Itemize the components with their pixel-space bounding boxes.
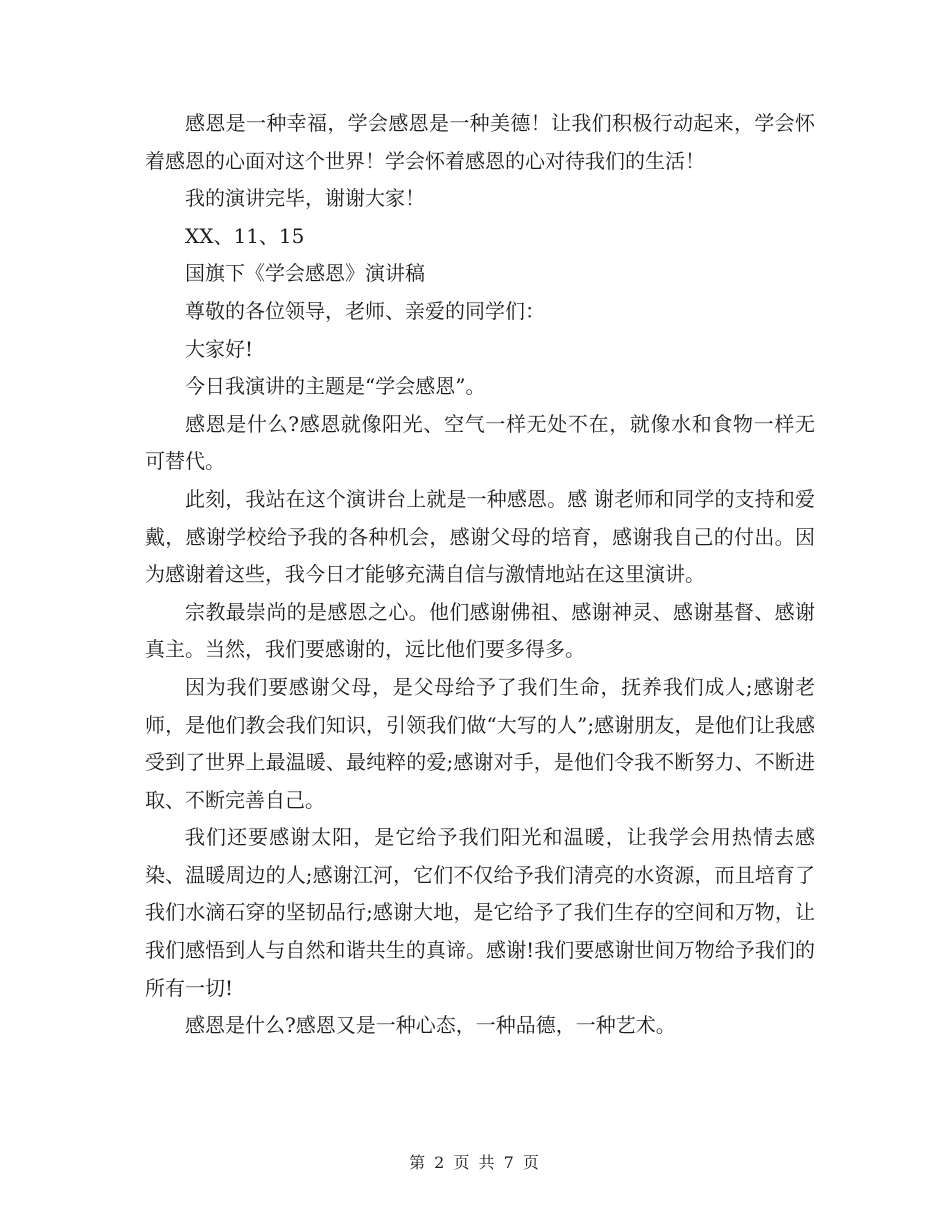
- page-number-footer: 第 2 页 共 7 页: [409, 1153, 541, 1172]
- paragraph-what-is-gratitude: 感恩是什么?感恩就像阳光、空气一样无处不在，就像水和食物一样无可替代。: [145, 411, 815, 474]
- paragraph-theme: 今日我演讲的主题是“学会感恩”。: [185, 374, 486, 399]
- paragraph-date: XX、11、15: [185, 223, 305, 248]
- paragraph-speech-end: 我的演讲完毕，谢谢大家！: [185, 186, 425, 211]
- paragraph-greeting: 大家好!: [185, 336, 254, 361]
- paragraph-standing-here: 此刻，我站在这个演讲台上就是一种感恩。感 谢老师和同学的支持和爱戴，感谢学校给予我的各种机会，感谢父母的培育，感谢我自己的付出。因为感谢着这些，我今日才能够充满自信与激情地站在这里演讲。: [145, 486, 815, 587]
- paragraph-religion: 宗教最崇尚的是感恩之心。他们感谢佛祖、感谢神灵、感谢基督、感谢真主。当然，我们要感谢的，远比他们要多得多。: [145, 599, 815, 662]
- document-body: [145, 105, 815, 1045]
- paragraph-salutation: 尊敬的各位领导，老师、亲爱的同学们：: [185, 298, 545, 323]
- paragraph-gratitude-attitude: 感恩是什么?感恩又是一种心态，一种品德，一种艺术。: [185, 1013, 676, 1038]
- paragraph-thank-parents: 因为我们要感谢父母，是父母给予了我们生命，抚养我们成人;感谢老师，是他们教会我们知识，引领我们做“大写的人”;感谢朋友，是他们让我感受到了世界上最温暖、最纯粹的爱;感谢对手，是他们令我不断努力、不断进取、不断完善自己。: [145, 674, 815, 812]
- speech-title: 国旗下《学会感恩》演讲稿: [185, 261, 425, 286]
- paragraph-thank-nature: 我们还要感谢太阳，是它给予我们阳光和温暖，让我学会用热情去感染、温暖周边的人;感谢江河，它们不仅给予我们清亮的水资源，而且培育了我们水滴石穿的坚韧品行;感谢大地，是它给予了我们生存的空间和万物，让我们感悟到人与自然和谐共生的真谛。感谢!我们要感谢世间万物给予我们的所有一切!: [145, 825, 815, 1000]
- paragraph-closing-gratitude: 感恩是一种幸福，学会感恩是一种美德！让我们积极行动起来，学会怀着感恩的心面对这个世界！学会怀着感恩的心对待我们的生活！: [145, 111, 815, 173]
